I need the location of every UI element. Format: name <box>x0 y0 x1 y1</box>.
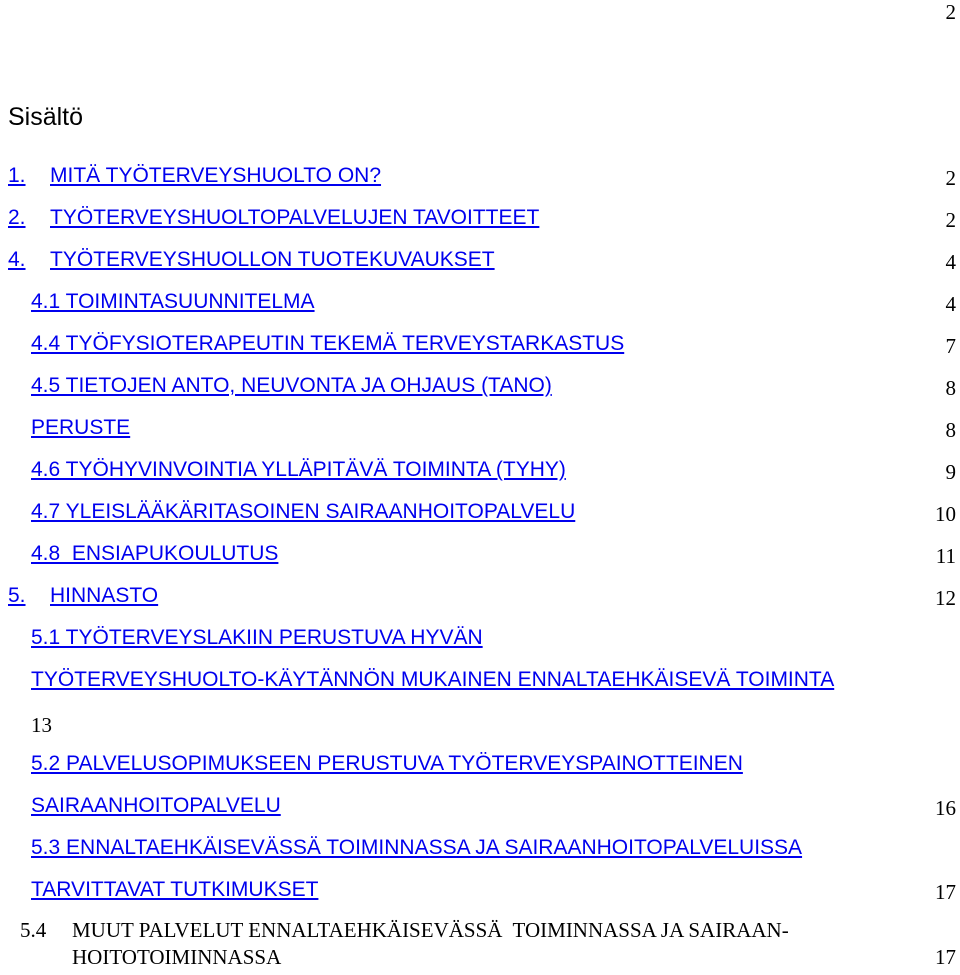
toc-entry-page: 17 <box>935 945 956 969</box>
toc-entry-page: 4 <box>945 250 956 274</box>
toc-entry-5[interactable] <box>0 584 960 614</box>
toc-entry-page: 10 <box>935 502 956 526</box>
toc-entry-page: 12 <box>935 586 956 610</box>
toc-entry-4[interactable] <box>0 248 960 278</box>
toc-entry-4-4[interactable] <box>0 332 960 362</box>
toc-entry-label[interactable]: 5.3 ENNALTAEHKÄISEVÄSSÄ TOIMINNASSA JA SAIRAANHOITOPALVELUISSA <box>31 836 803 859</box>
toc-entry-number: 5.4 <box>20 918 47 942</box>
toc-entry-5-2-cont[interactable] <box>0 794 960 824</box>
toc-entry-5-4-cont <box>0 945 960 975</box>
toc-entry-page: 17 <box>935 880 956 904</box>
toc-entry-5-1-page-row <box>0 711 960 741</box>
toc-entry-page: 2 <box>945 166 956 190</box>
toc-entry-label[interactable]: HINNASTO <box>50 584 159 607</box>
toc-entry-4-5[interactable] <box>0 374 960 404</box>
toc-entry-4-8[interactable] <box>0 542 960 572</box>
toc-entry-5-1-cont[interactable] <box>0 668 960 698</box>
toc-entry-page: 16 <box>935 796 956 820</box>
toc-entry-number[interactable]: 4. <box>8 248 26 271</box>
toc-entry-5-3-cont[interactable] <box>0 878 960 908</box>
toc-entry-label[interactable]: 5.1 TYÖTERVEYSLAKIIN PERUSTUVA HYVÄN <box>31 626 483 649</box>
toc-entry-5-3[interactable] <box>0 836 960 866</box>
toc-entry-label[interactable]: 4.4 TYÖFYSIOTERAPEUTIN TEKEMÄ TERVEYSTARKASTUS <box>31 332 625 355</box>
toc-entry-number[interactable]: 2. <box>8 206 26 229</box>
toc-entry-5-1[interactable] <box>0 626 960 656</box>
toc-entry-label-continued[interactable]: TARVITTAVAT TUTKIMUKSET <box>31 878 319 901</box>
toc-entry-label-continued: HOITOTOIMINNASSA <box>72 945 282 969</box>
toc-entry-label[interactable]: TYÖTERVEYSHUOLTOPALVELUJEN TAVOITTEET <box>50 206 540 229</box>
page-number: 2 <box>945 0 956 24</box>
toc-entry-label[interactable]: 4.6 TYÖHYVINVOINTIA YLLÄPITÄVÄ TOIMINTA (TYHY) <box>31 458 566 481</box>
toc-entry-1[interactable] <box>0 164 960 194</box>
toc-entry-page: 4 <box>945 292 956 316</box>
toc-entry-label[interactable]: MITÄ TYÖTERVEYSHUOLTO ON? <box>50 164 382 187</box>
toc-entry-5-4 <box>0 918 960 948</box>
toc-entry-peruste[interactable] <box>0 416 960 446</box>
toc-entry-page: 7 <box>945 334 956 358</box>
toc-entry-label[interactable]: 5.2 PALVELUSOPIMUKSEEN PERUSTUVA TYÖTERVEYSPAINOTTEINEN <box>31 752 743 775</box>
toc-entry-4-1[interactable] <box>0 290 960 320</box>
toc-entry-page: 8 <box>945 376 956 400</box>
toc-entry-4-7[interactable] <box>0 500 960 530</box>
toc-entry-page: 8 <box>945 418 956 442</box>
toc-entry-page: 9 <box>945 460 956 484</box>
toc-entry-4-6[interactable] <box>0 458 960 488</box>
toc-entry-label-continued[interactable]: SAIRAANHOITOPALVELU <box>31 794 281 817</box>
toc-entry-label: MUUT PALVELUT ENNALTAEHKÄISEVÄSSÄ TOIMINNASSA JA SAIRAAN- <box>72 918 789 942</box>
toc-entry-page: 2 <box>945 208 956 232</box>
toc-entry-page: 13 <box>31 713 52 737</box>
toc-entry-page: 11 <box>935 544 956 568</box>
toc-entry-label-continued[interactable]: TYÖTERVEYSHUOLTO-KÄYTÄNNÖN MUKAINEN ENNALTAEHKÄISEVÄ TOIMINTA <box>31 668 835 691</box>
toc-entry-label[interactable]: 4.8 ENSIAPUKOULUTUS <box>31 542 279 565</box>
toc-entry-number[interactable]: 5. <box>8 584 26 607</box>
toc-entry-label[interactable]: 4.1 TOIMINTASUUNNITELMA <box>31 290 315 313</box>
toc-entry-2[interactable] <box>0 206 960 236</box>
toc-entry-label[interactable]: 4.7 YLEISLÄÄKÄRITASOINEN SAIRAANHOITOPALVELU <box>31 500 576 523</box>
toc-entry-label[interactable]: 4.5 TIETOJEN ANTO, NEUVONTA JA OHJAUS (TANO) <box>31 374 552 397</box>
toc-entry-5-2[interactable] <box>0 752 960 782</box>
toc-entry-label[interactable]: TYÖTERVEYSHUOLLON TUOTEKUVAUKSET <box>50 248 495 271</box>
toc-entry-label[interactable]: PERUSTE <box>31 416 131 439</box>
toc-entry-number[interactable]: 1. <box>8 164 26 187</box>
toc-title: Sisältö <box>8 103 84 131</box>
